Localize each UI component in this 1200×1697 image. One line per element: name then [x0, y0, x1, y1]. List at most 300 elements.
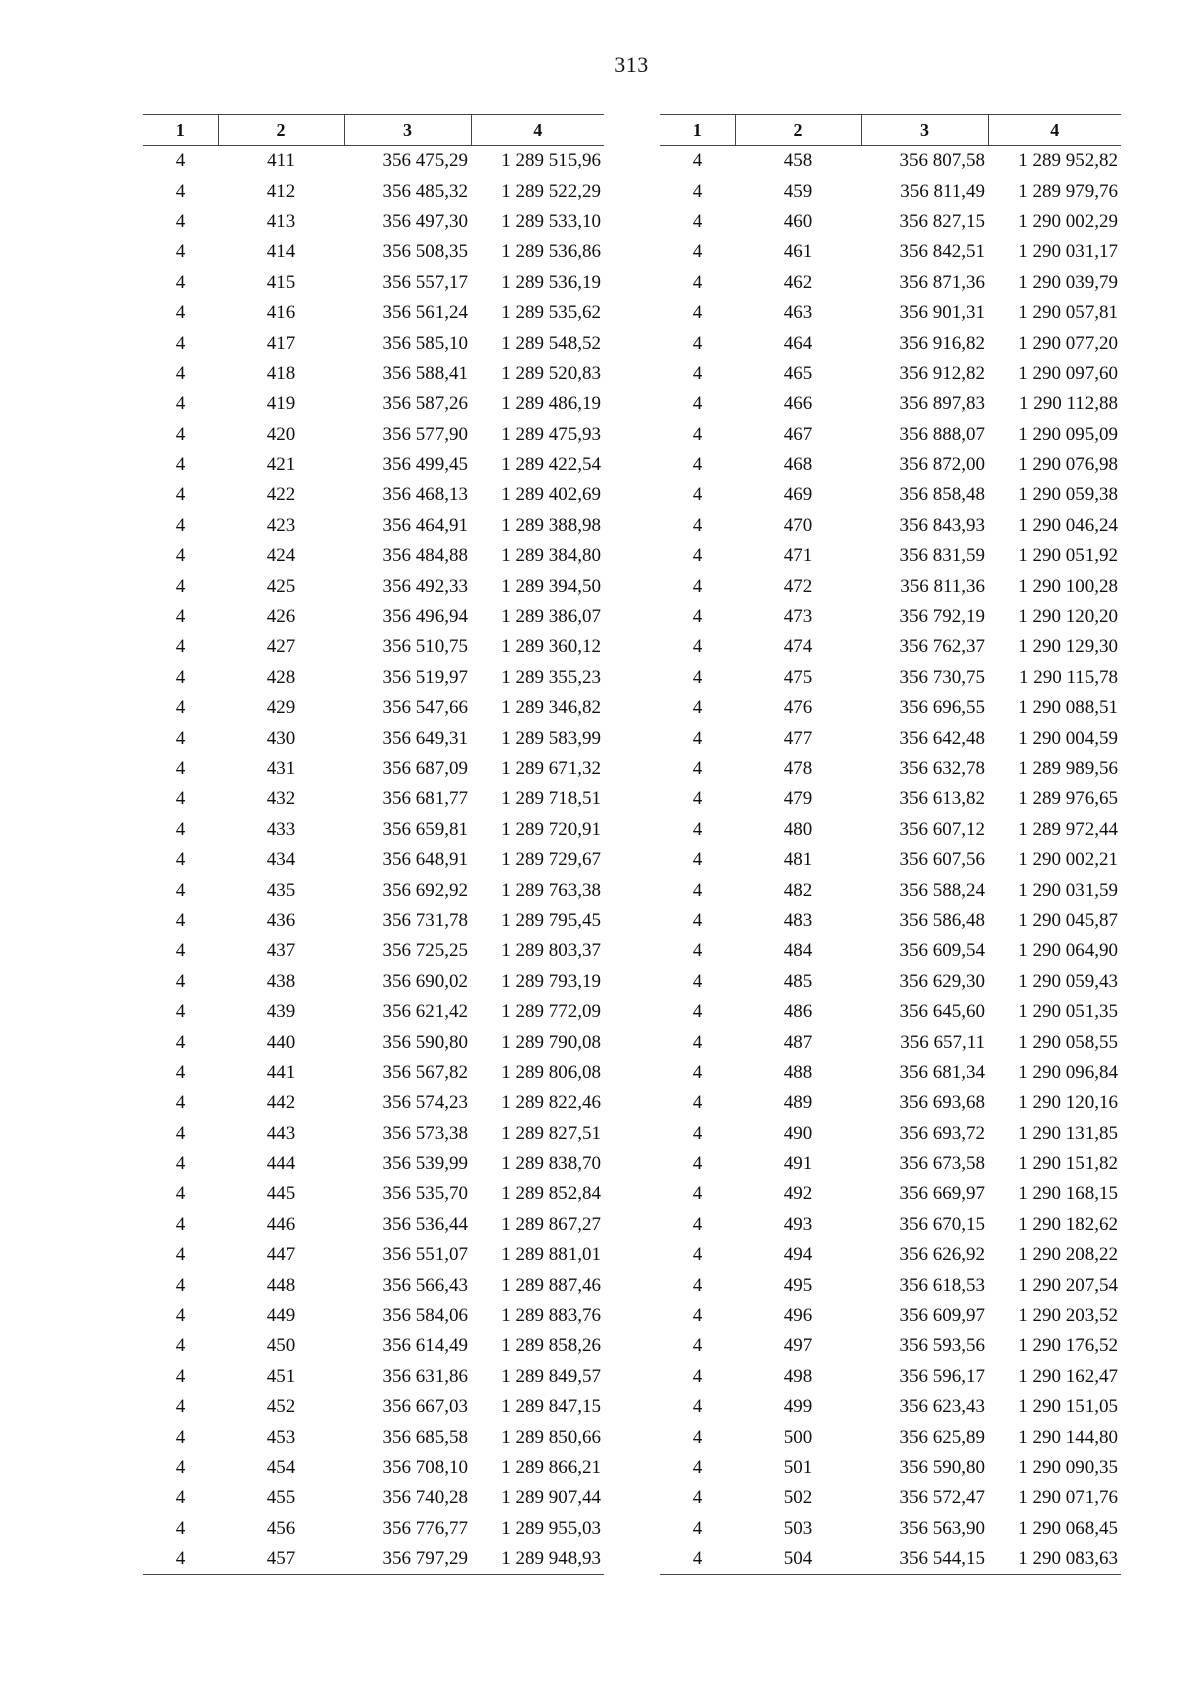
- cell-coordinate-y: 1 289 718,51: [501, 788, 601, 810]
- table-row: [660, 967, 1121, 997]
- cell-part-number: 4: [175, 484, 186, 506]
- cell-part-number: 4: [692, 1061, 703, 1083]
- cell-part-number: 4: [175, 423, 186, 445]
- cell-point-number: 415: [266, 271, 296, 293]
- table-row: [143, 359, 604, 389]
- table-row: [143, 997, 604, 1027]
- cell-point-number: 488: [783, 1061, 813, 1083]
- table-row: [660, 541, 1121, 571]
- cell-point-number: 422: [266, 484, 296, 506]
- cell-part-number: 4: [175, 1183, 186, 1205]
- cell-coordinate-x: 356 475,29: [382, 150, 468, 172]
- cell-part-number: 4: [175, 970, 186, 992]
- cell-coordinate-y: 1 290 144,80: [1018, 1426, 1118, 1448]
- cell-coordinate-x: 356 649,31: [382, 727, 468, 749]
- cell-point-number: 438: [266, 970, 296, 992]
- cell-part-number: 4: [175, 271, 186, 293]
- cell-coordinate-y: 1 289 907,44: [501, 1487, 601, 1509]
- cell-coordinate-y: 1 290 090,35: [1018, 1456, 1118, 1478]
- cell-coordinate-y: 1 290 120,16: [1018, 1092, 1118, 1114]
- cell-point-number: 449: [266, 1305, 296, 1327]
- cell-point-number: 421: [266, 454, 296, 476]
- cell-point-number: 494: [783, 1244, 813, 1266]
- cell-coordinate-y: 1 290 046,24: [1018, 514, 1118, 536]
- cell-coordinate-y: 1 290 002,21: [1018, 849, 1118, 871]
- cell-part-number: 4: [175, 788, 186, 810]
- cell-point-number: 502: [783, 1487, 813, 1509]
- cell-coordinate-y: 1 289 803,37: [501, 940, 601, 962]
- table-row: [143, 176, 604, 206]
- cell-part-number: 4: [175, 1456, 186, 1478]
- cell-coordinate-y: 1 289 948,93: [471, 1544, 604, 1575]
- cell-coordinate-y: 1 289 533,10: [501, 210, 601, 232]
- table-row: [143, 146, 604, 177]
- cell-part-number: 4: [692, 1244, 703, 1266]
- cell-coordinate-x: 356 625,89: [899, 1426, 985, 1448]
- cell-part-number: 4: [692, 271, 703, 293]
- column-header-4: 4: [471, 115, 604, 146]
- cell-coordinate-y: 1 289 866,21: [501, 1456, 601, 1478]
- cell-coordinate-x: 356 673,58: [899, 1153, 985, 1175]
- cell-point-number: 486: [783, 1001, 813, 1023]
- cell-point-number: 495: [783, 1274, 813, 1296]
- cell-part-number: 4: [175, 150, 186, 172]
- cell-coordinate-x: 356 912,82: [899, 362, 985, 384]
- cell-coordinate-x: 356 693,68: [899, 1092, 985, 1114]
- cell-coordinate-x: 356 618,53: [899, 1274, 985, 1296]
- coordinates-table-right: [660, 114, 1121, 1575]
- cell-coordinate-y: 1 290 162,47: [1018, 1365, 1118, 1387]
- cell-coordinate-y: 1 290 039,79: [1018, 271, 1118, 293]
- cell-coordinate-y: 1 290 176,52: [1018, 1335, 1118, 1357]
- table-row: [660, 693, 1121, 723]
- table-row: [143, 1088, 604, 1118]
- cell-coordinate-y: 1 290 115,78: [1018, 666, 1118, 688]
- table-row: [660, 420, 1121, 450]
- cell-coordinate-x: 356 842,51: [899, 241, 985, 263]
- cell-coordinate-y: 1 290 182,62: [1018, 1213, 1118, 1235]
- cell-point-number: 484: [783, 940, 813, 962]
- cell-part-number: 4: [692, 606, 703, 628]
- cell-point-number: 429: [266, 697, 296, 719]
- cell-point-number: 493: [783, 1213, 813, 1235]
- cell-part-number: 4: [692, 1031, 703, 1053]
- cell-part-number: 4: [692, 545, 703, 567]
- cell-coordinate-x: 356 508,35: [382, 241, 468, 263]
- cell-coordinate-x: 356 731,78: [382, 909, 468, 931]
- cell-point-number: 499: [783, 1396, 813, 1418]
- cell-coordinate-x: 356 485,32: [382, 180, 468, 202]
- cell-coordinate-y: 1 289 867,27: [501, 1213, 601, 1235]
- cell-part-number: 4: [175, 666, 186, 688]
- cell-part-number: 4: [692, 484, 703, 506]
- cell-part-number: 4: [175, 1122, 186, 1144]
- table-row: [143, 420, 604, 450]
- cell-part-number: 4: [692, 150, 703, 172]
- cell-part-number: 4: [692, 1153, 703, 1175]
- column-header-2: 2: [218, 115, 344, 146]
- cell-point-number: 470: [783, 514, 813, 536]
- cell-coordinate-x: 356 667,03: [382, 1396, 468, 1418]
- cell-coordinate-x: 356 572,47: [899, 1487, 985, 1509]
- cell-coordinate-y: 1 289 795,45: [501, 909, 601, 931]
- cell-part-number: 4: [692, 1365, 703, 1387]
- cell-part-number: 4: [692, 302, 703, 324]
- cell-part-number: 4: [692, 393, 703, 415]
- cell-coordinate-x: 356 590,80: [899, 1456, 985, 1478]
- cell-part-number: 4: [175, 940, 186, 962]
- cell-part-number: 4: [692, 423, 703, 445]
- cell-coordinate-y: 1 290 168,15: [1018, 1183, 1118, 1205]
- table-row: [143, 207, 604, 237]
- cell-coordinate-y: 1 290 076,98: [1018, 454, 1118, 476]
- cell-part-number: 4: [692, 970, 703, 992]
- cell-coordinate-y: 1 289 729,67: [501, 849, 601, 871]
- table-row: [143, 1027, 604, 1057]
- cell-coordinate-y: 1 289 486,19: [501, 393, 601, 415]
- table-row: [143, 1422, 604, 1452]
- cell-coordinate-y: 1 289 858,26: [501, 1335, 601, 1357]
- cell-point-number: 466: [783, 393, 813, 415]
- cell-part-number: 4: [692, 758, 703, 779]
- cell-point-number: 469: [783, 484, 813, 506]
- cell-coordinate-x: 356 690,02: [382, 970, 468, 992]
- cell-coordinate-y: 1 290 068,45: [1018, 1517, 1118, 1539]
- cell-coordinate-y: 1 289 402,69: [501, 484, 601, 506]
- cell-part-number: 4: [692, 1396, 703, 1418]
- cell-part-number: 4: [175, 1396, 186, 1418]
- cell-coordinate-x: 356 535,70: [382, 1183, 468, 1205]
- table-row: [660, 1483, 1121, 1513]
- table-row: [143, 632, 604, 662]
- cell-point-number: 463: [783, 302, 813, 324]
- cell-part-number: 4: [175, 1487, 186, 1509]
- cell-coordinate-y: 1 289 520,83: [501, 362, 601, 384]
- table-row: [143, 237, 604, 267]
- cell-point-number: 443: [266, 1122, 296, 1144]
- cell-coordinate-y: 1 290 051,35: [1018, 1001, 1118, 1023]
- table-row: [660, 936, 1121, 966]
- column-header-1: 1: [660, 115, 735, 146]
- cell-coordinate-x: 356 573,38: [382, 1122, 468, 1144]
- cell-part-number: 4: [692, 1517, 703, 1539]
- table-row: [660, 906, 1121, 936]
- cell-coordinate-x: 356 858,48: [899, 484, 985, 506]
- cell-point-number: 461: [783, 241, 813, 263]
- table-row: [660, 1088, 1121, 1118]
- cell-point-number: 445: [266, 1183, 296, 1205]
- cell-point-number: 412: [266, 180, 296, 202]
- cell-coordinate-y: 1 289 847,15: [501, 1396, 601, 1418]
- table-row: [143, 1210, 604, 1240]
- cell-coordinate-x: 356 811,36: [900, 575, 985, 597]
- cell-point-number: 482: [783, 879, 813, 901]
- cell-point-number: 465: [783, 362, 813, 384]
- table-row: [143, 1270, 604, 1300]
- cell-point-number: 504: [735, 1544, 861, 1575]
- cell-coordinate-x: 356 551,07: [382, 1244, 468, 1266]
- cell-coordinate-y: 1 290 151,05: [1018, 1396, 1118, 1418]
- cell-coordinate-x: 356 536,44: [382, 1213, 468, 1235]
- cell-coordinate-y: 1 290 095,09: [1018, 423, 1118, 445]
- cell-point-number: 448: [266, 1274, 296, 1296]
- cell-coordinate-y: 1 289 838,70: [501, 1153, 601, 1175]
- cell-coordinate-x: 356 685,58: [382, 1426, 468, 1448]
- cell-coordinate-y: 1 289 475,93: [501, 423, 601, 445]
- cell-coordinate-x: 356 609,97: [899, 1305, 985, 1327]
- cell-point-number: 414: [266, 241, 296, 263]
- cell-coordinate-y: 1 290 059,43: [1018, 970, 1118, 992]
- cell-coordinate-y: 1 290 077,20: [1018, 332, 1118, 354]
- table-row: [143, 784, 604, 814]
- cell-coordinate-x: 356 696,55: [899, 697, 985, 719]
- cell-part-number: 4: [692, 575, 703, 597]
- cell-coordinate-y: 1 289 955,03: [501, 1517, 601, 1539]
- table-row: [660, 1301, 1121, 1331]
- cell-point-number: 450: [266, 1335, 296, 1357]
- cell-part-number: 4: [660, 1544, 735, 1575]
- cell-point-number: 432: [266, 788, 296, 810]
- cell-part-number: 4: [175, 849, 186, 871]
- cell-point-number: 418: [266, 362, 296, 384]
- cell-coordinate-y: 1 289 720,91: [501, 818, 601, 840]
- table-row: [660, 298, 1121, 328]
- cell-coordinate-x: 356 607,12: [899, 818, 985, 840]
- cell-coordinate-y: 1 289 360,12: [501, 636, 601, 658]
- cell-part-number: 4: [692, 1456, 703, 1478]
- cell-part-number: 4: [143, 1544, 218, 1575]
- table-row: [143, 815, 604, 845]
- cell-coordinate-y: 1 290 112,88: [1018, 393, 1118, 415]
- cell-coordinate-x: 356 585,10: [382, 332, 468, 354]
- cell-part-number: 4: [692, 1305, 703, 1327]
- cell-part-number: 4: [692, 727, 703, 749]
- cell-coordinate-x: 356 631,86: [382, 1365, 468, 1387]
- cell-coordinate-x: 356 561,24: [382, 302, 468, 324]
- cell-point-number: 455: [266, 1487, 296, 1509]
- cell-point-number: 456: [266, 1517, 296, 1539]
- table-row: [143, 480, 604, 510]
- cell-point-number: 430: [266, 727, 296, 749]
- cell-point-number: 416: [266, 302, 296, 324]
- cell-point-number: 501: [783, 1456, 813, 1478]
- cell-coordinate-x: 356 730,75: [899, 666, 985, 688]
- cell-part-number: 4: [175, 1335, 186, 1357]
- table-row: [143, 1149, 604, 1179]
- cell-part-number: 4: [175, 606, 186, 628]
- cell-coordinate-y: 1 290 064,90: [1018, 940, 1118, 962]
- cell-coordinate-y: 1 289 536,86: [501, 241, 601, 263]
- cell-coordinate-x: 356 831,59: [899, 545, 985, 567]
- cell-coordinate-x: 356 669,97: [899, 1183, 985, 1205]
- table-row: [143, 602, 604, 632]
- table-row: [143, 450, 604, 480]
- cell-part-number: 4: [692, 788, 703, 810]
- cell-point-number: 480: [783, 818, 813, 840]
- cell-coordinate-y: 1 289 384,80: [501, 545, 601, 567]
- cell-part-number: 4: [175, 332, 186, 354]
- cell-point-number: 492: [783, 1183, 813, 1205]
- cell-point-number: 467: [783, 423, 813, 445]
- table-row: [660, 1240, 1121, 1270]
- cell-point-number: 453: [266, 1426, 296, 1448]
- cell-point-number: 500: [783, 1426, 813, 1448]
- page-number: 313: [614, 52, 649, 77]
- cell-coordinate-y: 1 289 972,44: [1018, 818, 1118, 840]
- column-header-2: 2: [735, 115, 861, 146]
- table-row: [660, 1270, 1121, 1300]
- cell-part-number: 4: [692, 1274, 703, 1296]
- table-row: [143, 967, 604, 997]
- cell-point-number: 496: [783, 1305, 813, 1327]
- cell-part-number: 4: [692, 879, 703, 901]
- cell-part-number: 4: [175, 879, 186, 901]
- cell-point-number: 420: [266, 423, 296, 445]
- table-row: [143, 1483, 604, 1513]
- cell-part-number: 4: [175, 302, 186, 324]
- cell-part-number: 4: [692, 241, 703, 263]
- cell-point-number: 433: [266, 818, 296, 840]
- cell-coordinate-x: 356 613,82: [899, 788, 985, 810]
- cell-point-number: 477: [783, 727, 813, 749]
- cell-point-number: 436: [266, 909, 296, 931]
- cell-part-number: 4: [175, 1517, 186, 1539]
- cell-coordinate-y: 1 289 535,62: [501, 302, 601, 324]
- table-body: [143, 146, 604, 1575]
- cell-coordinate-y: 1 290 129,30: [1018, 636, 1118, 658]
- cell-part-number: 4: [692, 1335, 703, 1357]
- cell-coordinate-y: 1 289 522,29: [501, 180, 601, 202]
- cell-coordinate-x: 356 577,90: [382, 423, 468, 445]
- column-header-4: 4: [988, 115, 1121, 146]
- cell-coordinate-x: 356 797,29: [344, 1544, 471, 1575]
- cell-coordinate-y: 1 290 059,38: [1018, 484, 1118, 506]
- table-row: [660, 1453, 1121, 1483]
- cell-part-number: 4: [692, 1213, 703, 1235]
- table-row: [143, 511, 604, 541]
- table-row: [143, 754, 604, 784]
- cell-coordinate-x: 356 557,17: [382, 271, 468, 293]
- cell-point-number: 419: [266, 393, 296, 415]
- cell-coordinate-x: 356 811,49: [900, 180, 985, 202]
- cell-point-number: 444: [266, 1153, 296, 1175]
- cell-coordinate-x: 356 584,06: [382, 1305, 468, 1327]
- cell-coordinate-x: 356 497,30: [382, 210, 468, 232]
- table-row: [143, 875, 604, 905]
- cell-coordinate-y: 1 290 208,22: [1018, 1244, 1118, 1266]
- cell-coordinate-x: 356 901,31: [899, 302, 985, 324]
- table-row: [660, 268, 1121, 298]
- cell-point-number: 498: [783, 1365, 813, 1387]
- cell-coordinate-y: 1 290 045,87: [1018, 909, 1118, 931]
- cell-part-number: 4: [175, 454, 186, 476]
- table-row: [143, 936, 604, 966]
- cell-part-number: 4: [175, 727, 186, 749]
- column-header-1: 1: [143, 115, 218, 146]
- cell-part-number: 4: [692, 940, 703, 962]
- cell-coordinate-y: 1 289 887,46: [501, 1274, 601, 1296]
- table-row: [660, 571, 1121, 601]
- cell-coordinate-x: 356 792,19: [899, 606, 985, 628]
- cell-part-number: 4: [175, 818, 186, 840]
- cell-coordinate-x: 356 692,92: [382, 879, 468, 901]
- cell-coordinate-x: 356 593,56: [899, 1335, 985, 1357]
- cell-point-number: 490: [783, 1122, 813, 1144]
- cell-part-number: 4: [692, 909, 703, 931]
- cell-point-number: 491: [783, 1153, 813, 1175]
- cell-coordinate-x: 356 586,48: [899, 909, 985, 931]
- table-row: [660, 1422, 1121, 1452]
- cell-coordinate-y: 1 289 583,99: [501, 727, 601, 749]
- cell-point-number: 468: [783, 454, 813, 476]
- cell-point-number: 417: [266, 332, 296, 354]
- cell-coordinate-y: 1 289 793,19: [501, 970, 601, 992]
- cell-coordinate-x: 356 596,17: [899, 1365, 985, 1387]
- cell-coordinate-x: 356 642,48: [899, 727, 985, 749]
- cell-part-number: 4: [175, 1426, 186, 1448]
- cell-part-number: 4: [692, 1487, 703, 1509]
- table-row: [660, 328, 1121, 358]
- cell-coordinate-y: 1 289 822,46: [501, 1092, 601, 1114]
- cell-part-number: 4: [175, 1092, 186, 1114]
- table-row: [143, 389, 604, 419]
- cell-point-number: 474: [783, 636, 813, 658]
- cell-point-number: 473: [783, 606, 813, 628]
- cell-coordinate-x: 356 659,81: [382, 818, 468, 840]
- cell-part-number: 4: [175, 697, 186, 719]
- table-header: [660, 115, 1121, 146]
- cell-part-number: 4: [692, 1092, 703, 1114]
- table-row: [660, 784, 1121, 814]
- cell-part-number: 4: [175, 180, 186, 202]
- cell-coordinate-x: 356 547,66: [382, 697, 468, 719]
- cell-point-number: 440: [266, 1031, 296, 1053]
- cell-coordinate-y: 1 290 097,60: [1018, 362, 1118, 384]
- cell-part-number: 4: [175, 636, 186, 658]
- table-row: [143, 1301, 604, 1331]
- cell-point-number: 476: [783, 697, 813, 719]
- table-row: [660, 815, 1121, 845]
- cell-coordinate-x: 356 567,82: [382, 1061, 468, 1083]
- cell-coordinate-y: 1 290 151,82: [1018, 1153, 1118, 1175]
- cell-point-number: 425: [266, 575, 296, 597]
- cell-coordinate-y: 1 290 031,17: [1018, 241, 1118, 263]
- cell-point-number: 437: [266, 940, 296, 962]
- cell-part-number: 4: [692, 180, 703, 202]
- cell-point-number: 423: [266, 514, 296, 536]
- cell-coordinate-x: 356 740,28: [382, 1487, 468, 1509]
- cell-point-number: 459: [783, 180, 813, 202]
- cell-point-number: 497: [783, 1335, 813, 1357]
- table-row: [660, 480, 1121, 510]
- table-row: [143, 1058, 604, 1088]
- table-row: [660, 1027, 1121, 1057]
- cell-coordinate-x: 356 645,60: [899, 1001, 985, 1023]
- cell-part-number: 4: [175, 1274, 186, 1296]
- cell-point-number: 489: [783, 1092, 813, 1114]
- column-header-3: 3: [861, 115, 988, 146]
- table-row: [660, 875, 1121, 905]
- table-row: [660, 663, 1121, 693]
- cell-part-number: 4: [692, 849, 703, 871]
- table-row: [660, 845, 1121, 875]
- cell-coordinate-y: 1 290 207,54: [1018, 1274, 1118, 1296]
- cell-coordinate-y: 1 289 346,82: [501, 697, 601, 719]
- cell-coordinate-x: 356 510,75: [382, 636, 468, 658]
- table-row: [660, 450, 1121, 480]
- cell-coordinate-y: 1 289 827,51: [501, 1122, 601, 1144]
- cell-coordinate-y: 1 289 671,32: [501, 758, 601, 779]
